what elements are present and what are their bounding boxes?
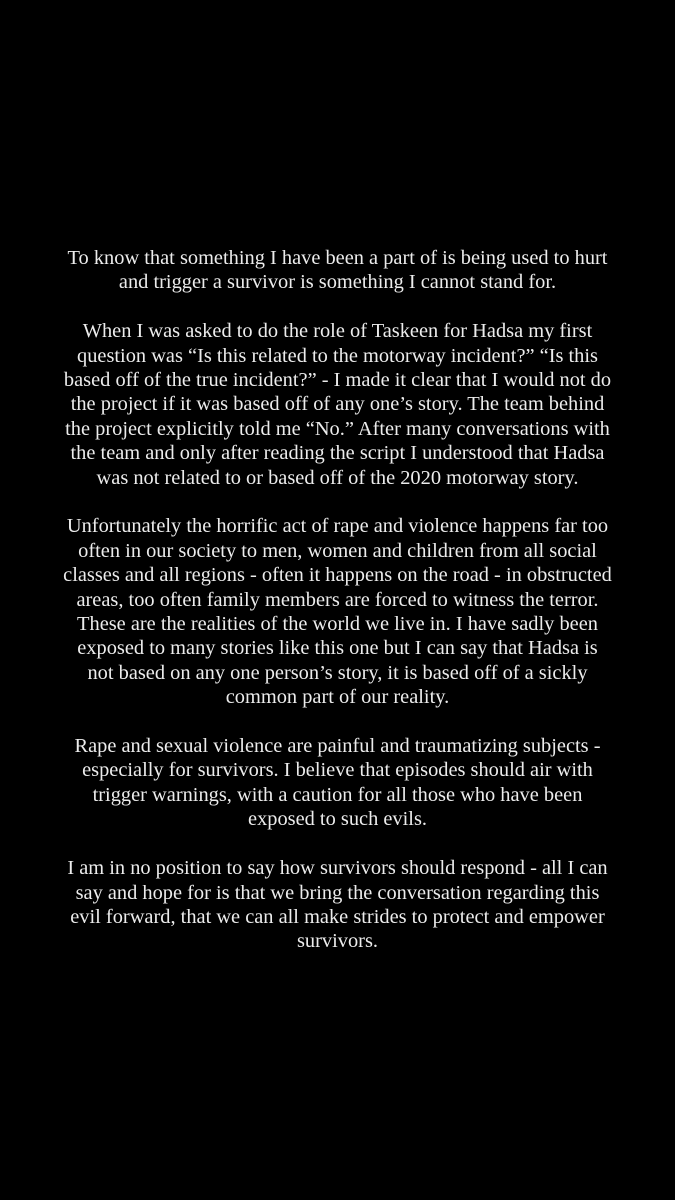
text-line: especially for survivors. I believe that episodes should air with [82,759,593,782]
text-line: I am in no position to say how survivors should respond - all I can [67,857,608,880]
text-line: areas, too often family members are forced to witness the terror. [76,588,599,611]
text-line: To know that something I have been a part of is being used to hurt [67,247,608,269]
paragraph [0,319,675,490]
text-line: the project explicitly told me “No.” After many conversations with [65,417,610,440]
text-line: Rape and sexual violence are painful and traumatizing subjects - [74,735,601,758]
text-line: When I was asked to do the role of Taskeen for Hadsa my first [82,320,593,343]
text-line: exposed to many stories like this one but I can say that Hadsa is [77,637,598,660]
text-line: say and hope for is that we bring the conversation regarding this [75,881,600,904]
text-line: was not related to or based off of the 2020 motorway story. [96,466,579,489]
paragraph [0,514,675,709]
text-line: classes and all regions - often it happens on the road - in obstructed [63,564,612,587]
text-line: These are the realities of the world we live in. I have sadly been [77,613,598,636]
text-line: trigger warnings, with a caution for all those who have been [92,783,583,806]
text-line: exposed to such evils. [248,808,427,831]
text-line: evil forward, that we can all make strides to protect and empower [70,905,605,928]
paragraph [0,246,675,295]
text-line: survivors. [297,930,378,953]
text-line: not based on any one person’s story, it is based off of a sickly [87,661,588,684]
statement-text [0,246,675,978]
paragraph [0,856,675,954]
text-line: Unfortunately the horrific act of rape and violence happens far too [66,515,609,538]
text-line: question was “Is this related to the motorway incident?” “Is this [77,344,598,367]
text-line: the project if it was based off of any one’s story. The team behind [70,393,605,416]
text-line: often in our society to men, women and children from all social [78,539,597,562]
text-line: common part of our reality. [225,686,450,709]
text-line: based off of the true incident?” - I made it clear that I would not do [63,369,612,392]
paragraph [0,734,675,832]
text-line: and trigger a survivor is something I cannot stand for. [118,271,557,294]
text-line: the team and only after reading the script I understood that Hadsa [70,442,605,465]
